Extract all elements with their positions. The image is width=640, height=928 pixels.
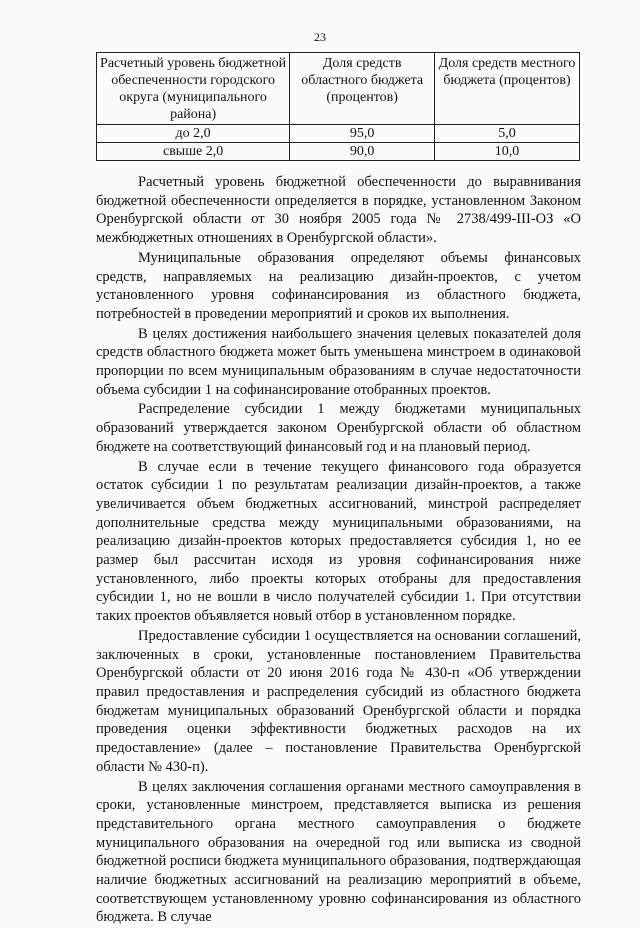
table-row [97,143,580,161]
table-header-row [97,53,580,125]
paragraph: Предоставление субсидии 1 осуществляется на основании соглашений, заключенных в сроки, установленные постановлением Правительства Оренбургской области от 20 июня 2016 года № 430-п «Об утверждении правил предоставления и распределения субсидий из областного бюджета бюджетам муниципальных образований Оренбургской области и порядка проведения оценки эффективности бюджетных расходов на их предоставление» (далее – постановление Правительства Оренбургской области № 430-п). [96,627,581,775]
table-cell: 5,0 [435,125,580,143]
table-cell: 10,0 [435,143,580,161]
cofinancing-table [96,52,580,161]
header-budget-level: Расчетный уровень бюджетной обеспеченности городского округа (муниципального района) [97,53,290,125]
paragraph: В целях заключения соглашения органами местного самоуправления в сроки, установленные минстроем, представляется выписка из решения представительного органа местного самоуправления о бюджете муниципального образования на очередной год или выписка из сводной бюджетной росписи бюджета муниципального образования, подтверждающая наличие бюджетных ассигнований на реализацию мероприятий в объеме, соответствующем установленному уровню софинансирования из областного бюджета. В случае [96,778,581,926]
paragraph: Распределение субсидии 1 между бюджетами муниципальных образований утверждается законом Оренбургской области об областном бюджете на соответствующий финансовый год и на плановый период. [96,401,581,455]
page-number: 23 [314,30,326,44]
table-cell: свыше 2,0 [97,143,290,161]
table-cell: 90,0 [290,143,435,161]
table-row [97,125,580,143]
paragraph: Расчетный уровень бюджетной обеспеченности до выравнивания бюджетной обеспеченности определяется в порядке, установленном Законом Оренбургской области от 30 ноября 2005 года № 2738/499-III-ОЗ «О межбюджетных отношениях в Оренбургской области». [96,174,581,247]
header-regional-share: Доля средств областного бюджета (процентов) [290,53,435,125]
paragraph: В целях достижения наибольшего значения целевых показателей доля средств областного бюджета может быть уменьшена минстроем в одинаковой пропорции по всем муниципальным образованиям в случае недостаточности объема субсидии 1 на софинансирование отобранных проектов. [96,325,581,398]
document-body [96,173,581,928]
table-cell: 95,0 [290,125,435,143]
header-local-share: Доля средств местного бюджета (процентов) [435,53,580,125]
paragraph: В случае если в течение текущего финансового года образуется остаток субсидии 1 по результатам реализации дизайн-проектов, а также увеличивается объем бюджетных ассигнований, минстрой распределяет дополнительные средства между муниципальными образованиями, на реализацию дизайн-проектов которых предоставляется субсидия 1, но ее размер был рассчитан исходя из уровня софинансирования ниже установленного, либо проекты которых отобраны для предоставления субсидии 1, но не вошли в число получателей субсидии 1. При отсутствии таких проектов объявляется новый отбор в установленном порядке. [96,458,581,625]
paragraph: Муниципальные образования определяют объемы финансовых средств, направляемых на реализацию дизайн-проектов, с учетом установленного уровня софинансирования из областного бюджета, потребностей в проведении мероприятий и сроков их выполнения. [96,249,581,322]
table-cell: до 2,0 [97,125,290,143]
